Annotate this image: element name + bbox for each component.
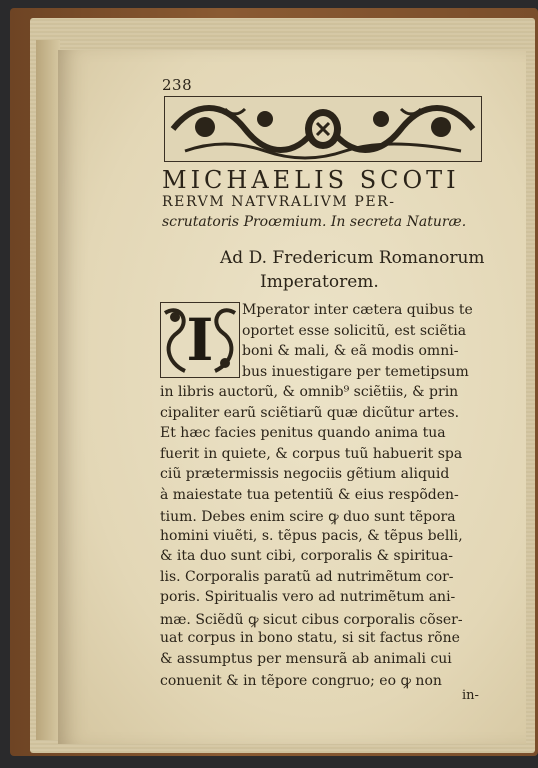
body-line: tium. Debes enim scire ꝙ duo sunt tẽpora [160,509,456,525]
body-line: cipaliter earũ sciẽtiarũ quæ dicũtur artes. [160,404,460,421]
page-gutter [36,40,60,740]
decorative-headpiece-icon [164,96,482,162]
body-line: in libris auctorũ, & omnib⁹ sciẽtiis, & prin [160,384,459,400]
body-line: lis. Corporalis paratũ ad nutrimẽtum cor- [160,568,454,585]
body-line: à maiestate tua petentiũ & eius respõden- [160,486,459,503]
dropcap-initial [160,302,240,378]
body-line: homini viuẽti, s. tẽpus pacis, & tẽpus belli, [160,527,463,544]
body-line: conuenit & in tẽpore congruo; eo ꝙ non [160,673,442,689]
body-line: & assumptus per mensurã ab animali cui [160,650,452,667]
title-subtitle-1: RERVM NATVRALIVM PER- [162,194,396,210]
body-line: bus inuestigare per temetipsum [242,363,469,380]
addressee-line-2: Imperatorem. [260,272,379,292]
body-line: fuerit in quiete, & corpus tuũ habuerit spa [160,445,463,462]
body-line: boni & mali, & eã modis omni- [242,343,459,359]
page-number: 238 [162,76,193,94]
body-line: mæ. Sciẽdũ ꝙ sicut cibus corporalis cõser- [160,611,463,628]
dropcap-letter: I [186,306,214,374]
body-line: poris. Spiritualis vero ad nutrimẽtum ani- [160,589,456,605]
body-line: Mperator inter cætera quibus te [242,302,473,318]
body-line: uat corpus in bono statu, si sit factus rõne [160,630,460,646]
body-line: ciũ prætermissis negociis gẽtium aliquid [160,466,450,482]
body-line: Et hæc facies penitus quando anima tua [160,425,446,441]
catchword: in- [462,688,479,703]
title-subtitle-2: scrutatoris Proœmium. In secreta Naturæ. [162,214,467,230]
body-line: oportet esse solicitũ, est sciẽtia [242,322,467,339]
body-line: & ita duo sunt cibi, corporalis & spiritua- [160,548,454,564]
title-main: MICHAELIS SCOTI [162,166,460,194]
addressee-line-1: Ad D. Fredericum Romanorum [220,248,485,268]
